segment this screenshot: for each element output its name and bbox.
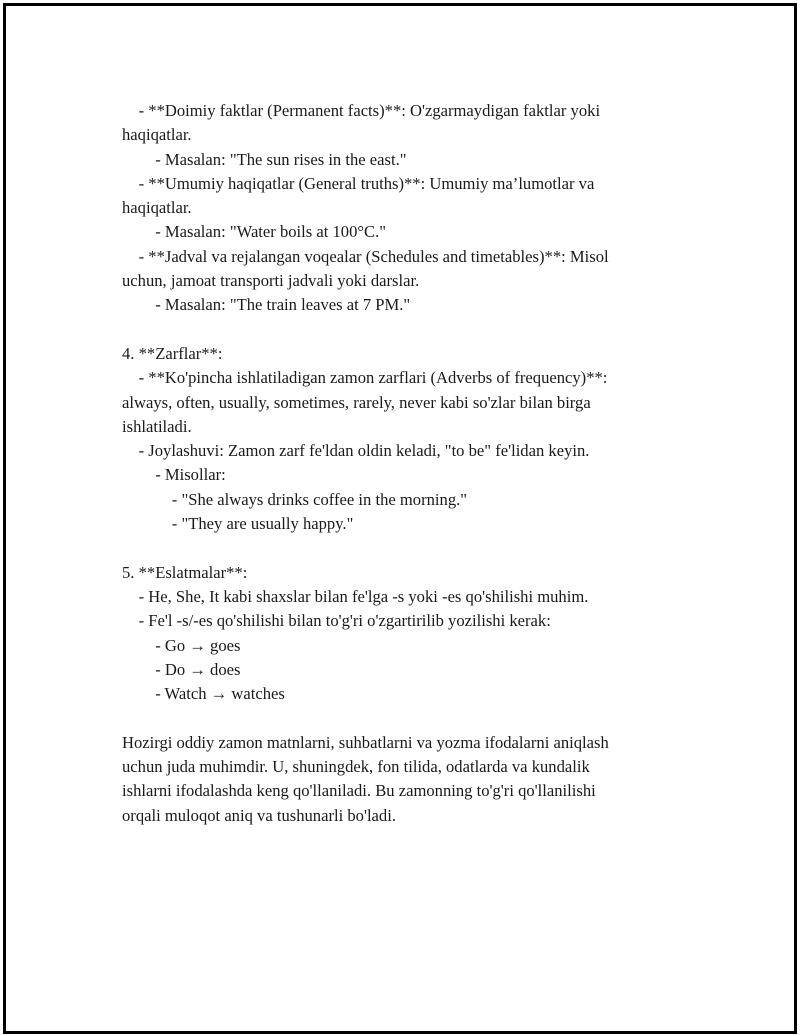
blank-line — [122, 318, 682, 342]
text-line: haqiqatlar. — [122, 198, 192, 218]
text-line: - Go → goes — [122, 635, 241, 655]
text-line: - Joylashuvi: Zamon zarf fe'ldan oldin keladi, "to be" fe'lidan keyin. — [122, 441, 590, 461]
text-line: ishlatiladi. — [122, 416, 192, 436]
text-line: - **Doimiy faktlar (Permanent facts)**: O'zgarmaydigan faktlar yoki — [122, 101, 601, 120]
text-line: - Masalan: "Water boils at 100°C." — [122, 222, 387, 242]
text-line: - **Umumiy haqiqatlar (General truths)**: Umumiy ma’lumotlar va — [122, 173, 595, 193]
paragraph-line: uchun juda muhimdir. U, shuningdek, fon tilida, odatlarda va kundalik — [122, 757, 590, 777]
blank-line — [122, 706, 682, 730]
text-line: - Fe'l -s/-es qo'shilishi bilan to'g'ri o'zgartirilib yozilishi kerak: — [122, 611, 551, 631]
paragraph-line: Hozirgi oddiy zamon matnlarni, suhbatlarni va yozma ifodalarni aniqlash — [122, 732, 609, 752]
text-line: - He, She, It kabi shaxslar bilan fe'lga -s yoki -es qo'shilishi muhim. — [122, 586, 589, 606]
text-line: - **Jadval va rejalangan voqealar (Schedules and timetables)**: Misol — [122, 246, 609, 266]
text-line: haqiqatlar. — [122, 125, 192, 145]
blank-line — [122, 536, 682, 560]
text-line: - "She always drinks coffee in the morning." — [122, 489, 468, 509]
paragraph-line: orqali muloqot aniq va tushunarli bo'ladi. — [122, 805, 396, 825]
text-line: always, often, usually, sometimes, rarely, never kabi so'zlar bilan birga — [122, 392, 591, 412]
text-line: - Watch → watches — [122, 684, 285, 704]
document-body — [122, 99, 682, 828]
page-frame — [3, 3, 797, 1034]
text-line: - Masalan: "The train leaves at 7 PM." — [122, 295, 411, 315]
section-heading: 4. **Zarflar**: — [122, 343, 223, 363]
text-line: - Masalan: "The sun rises in the east." — [122, 149, 407, 169]
text-line: - Do → does — [122, 659, 241, 679]
section-heading: 5. **Eslatmalar**: — [122, 562, 248, 582]
text-line: - "They are usually happy." — [122, 514, 354, 534]
text-line: - Misollar: — [122, 465, 226, 485]
paragraph-line: ishlarni ifodalashda keng qo'llaniladi. Bu zamonning to'g'ri qo'llanilishi — [122, 781, 596, 801]
text-line: - **Ko'pincha ishlatiladigan zamon zarflari (Adverbs of frequency)**: — [122, 368, 608, 388]
text-line: uchun, jamoat transporti jadvali yoki darslar. — [122, 271, 420, 291]
